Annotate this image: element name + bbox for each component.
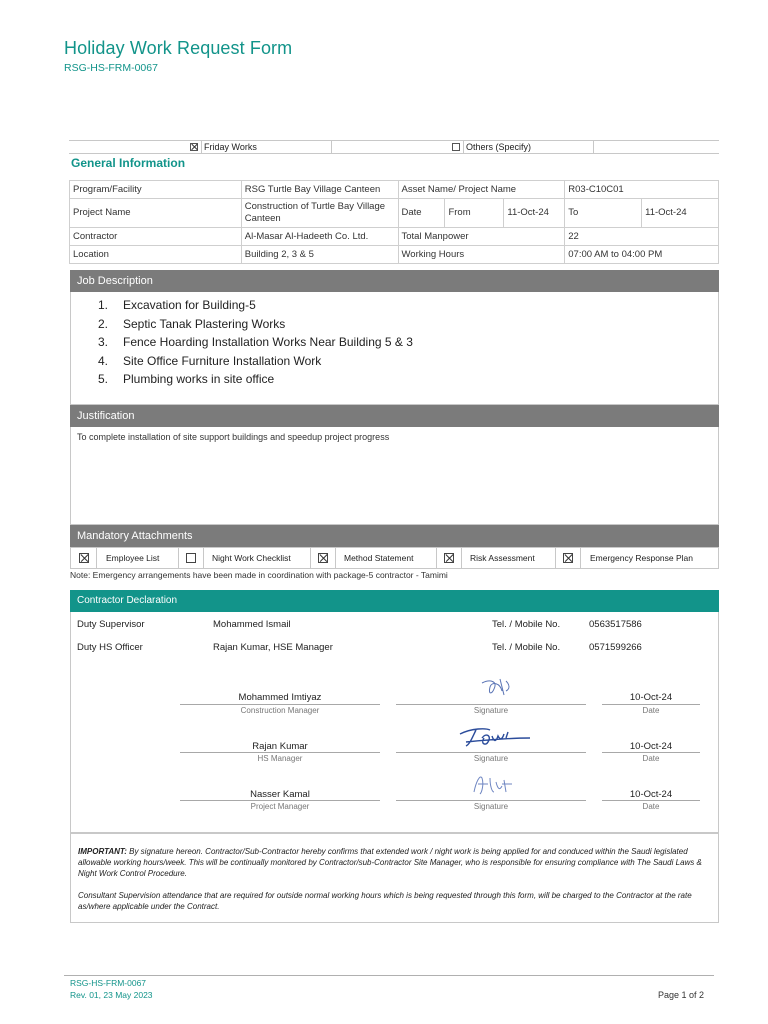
from-label: From	[445, 199, 504, 228]
work-type-spacer-2	[331, 141, 449, 154]
list-item: 5. Plumbing works in site office	[98, 372, 275, 386]
date-label: Date	[642, 706, 660, 715]
duty-hs-officer-label: Duty HS Officer	[77, 642, 143, 653]
signatory-name: Mohammed Imtiyaz	[238, 692, 322, 703]
date-label: Date	[398, 199, 445, 228]
date-line	[602, 752, 700, 753]
signatory-date: 10-Oct-24	[629, 692, 673, 703]
signatory-role: Project Manager	[250, 802, 310, 811]
date-line	[602, 800, 700, 801]
friday-works-label: Friday Works	[201, 141, 331, 154]
signatory-role: Construction Manager	[240, 706, 320, 715]
signature-label: Signature	[473, 802, 509, 811]
attachments-row	[70, 547, 719, 569]
emergency-response-plan-checkbox[interactable]	[555, 548, 580, 568]
general-information-heading: General Information	[71, 156, 186, 170]
asset-label: Asset Name/ Project Name	[398, 181, 565, 199]
footer-code: RSG-HS-FRM-0067	[70, 978, 147, 988]
date-label: Date	[642, 754, 660, 763]
night-work-checklist-label: Night Work Checklist	[203, 548, 310, 568]
tel-value: 0571599266	[589, 642, 642, 653]
signature-label: Signature	[473, 706, 509, 715]
signature-image	[468, 770, 518, 798]
signatory-role: HS Manager	[257, 754, 303, 763]
consultant-paragraph: Consultant Supervision attendance that are required for outside normal working hours which is being requested through this form, will be charged to the Contractor at the rate as/where applicable under the Contract.	[78, 891, 692, 911]
from-date-value: 11-Oct-24	[504, 199, 565, 228]
signature-line	[396, 800, 586, 801]
checkbox-checked-icon	[190, 143, 198, 151]
employee-list-checkbox[interactable]	[71, 548, 96, 568]
name-line	[180, 800, 380, 801]
employee-list-label: Employee List	[96, 548, 178, 568]
name-line	[180, 752, 380, 753]
list-item: 3. Fence Hoarding Installation Works Near Building 5 & 3	[98, 335, 413, 349]
signatory-date: 10-Oct-24	[629, 741, 673, 752]
list-item: 1. Excavation for Building-5	[98, 298, 256, 312]
work-type-row	[69, 140, 719, 154]
justification-header: Justification	[70, 405, 719, 427]
footer-divider	[64, 975, 714, 976]
working-hours-value: 07:00 AM to 04:00 PM	[565, 246, 719, 264]
list-item: 2. Septic Tanak Plastering Works	[98, 316, 286, 331]
form-code: RSG-HS-FRM-0067	[64, 62, 158, 74]
emergency-response-plan-label: Emergency Response Plan	[580, 548, 718, 568]
others-checkbox[interactable]	[449, 141, 463, 154]
contractor-label: Contractor	[70, 228, 242, 246]
duty-hs-officer-name: Rajan Kumar, HSE Manager	[213, 642, 333, 653]
checkbox-checked-icon	[318, 553, 328, 563]
location-value: Building 2, 3 & 5	[241, 246, 398, 264]
project-name-value: Construction of Turtle Bay Village Canteen	[241, 199, 398, 228]
page-title: Holiday Work Request Form	[64, 38, 293, 58]
to-date-value: 11-Oct-24	[642, 199, 719, 228]
job-description-header: Job Description	[70, 270, 719, 292]
important-lead: IMPORTANT:	[78, 847, 127, 856]
checkbox-checked-icon	[444, 553, 454, 563]
project-name-label: Project Name	[70, 199, 242, 228]
working-hours-label: Working Hours	[398, 246, 565, 264]
checkbox-empty-icon	[186, 553, 196, 563]
date-line	[602, 704, 700, 705]
list-item: 4. Site Office Furniture Installation Work	[98, 353, 322, 368]
program-value: RSG Turtle Bay Village Canteen	[241, 181, 398, 199]
manpower-label: Total Manpower	[398, 228, 565, 246]
footer-revision: Rev. 01, 23 May 2023	[70, 990, 153, 1000]
contractor-value: Al-Masar Al-Hadeeth Co. Ltd.	[241, 228, 398, 246]
attachments-header: Mandatory Attachments	[70, 525, 719, 547]
general-information-table	[69, 180, 719, 264]
location-label: Location	[70, 246, 242, 264]
tel-value: 0563517586	[589, 619, 642, 630]
contractor-declaration-header: Contractor Declaration	[70, 590, 719, 612]
signatory-date: 10-Oct-24	[629, 789, 673, 800]
to-label: To	[565, 199, 642, 228]
date-label: Date	[642, 802, 660, 811]
method-statement-label: Method Statement	[335, 548, 436, 568]
signatory-name: Nasser Kamal	[250, 789, 310, 800]
risk-assessment-label: Risk Assessment	[461, 548, 555, 568]
job-description-list	[98, 296, 413, 389]
manpower-value: 22	[565, 228, 719, 246]
risk-assessment-checkbox[interactable]	[436, 548, 461, 568]
tel-label: Tel. / Mobile No.	[492, 619, 561, 630]
important-text: By signature hereon. Contractor/Sub-Contractor hereby confirms that extended work / night work is being applied for and conduced within the Saudi legislated allowable working hours/week. This will be continually monitored by Contractor/sub-Contractor Site Manager, who is responsible for ensuring compliance with The Saudi Laws & Night Work Control Procedure.	[78, 847, 702, 878]
important-paragraph	[78, 846, 711, 879]
page-number: Page 1 of 2	[658, 990, 705, 1000]
work-type-spacer	[69, 141, 186, 154]
justification-text: To complete installation of site support buildings and speedup project progress	[77, 432, 390, 442]
method-statement-checkbox[interactable]	[310, 548, 335, 568]
asset-value: R03-C10C01	[565, 181, 719, 199]
important-notice	[70, 833, 719, 923]
checkbox-checked-icon	[79, 553, 89, 563]
duty-supervisor-label: Duty Supervisor	[77, 619, 145, 630]
friday-works-checkbox[interactable]	[186, 141, 201, 154]
tel-label: Tel. / Mobile No.	[492, 642, 561, 653]
signatory-name: Rajan Kumar	[252, 741, 308, 752]
night-work-checklist-checkbox[interactable]	[178, 548, 203, 568]
checkbox-checked-icon	[563, 553, 573, 563]
others-specify-field[interactable]	[593, 141, 719, 154]
others-label: Others (Specify)	[463, 141, 593, 154]
name-line	[180, 704, 380, 705]
signature-line	[396, 752, 586, 753]
program-label: Program/Facility	[70, 181, 242, 199]
signature-image	[476, 675, 520, 701]
signature-image	[456, 722, 534, 752]
signature-line	[396, 704, 586, 705]
checkbox-empty-icon	[452, 143, 460, 151]
emergency-note: Note: Emergency arrangements have been made in coordination with package-5 contractor - Tamimi	[70, 570, 448, 580]
duty-supervisor-name: Mohammed Ismail	[213, 619, 291, 630]
signature-label: Signature	[473, 754, 509, 763]
